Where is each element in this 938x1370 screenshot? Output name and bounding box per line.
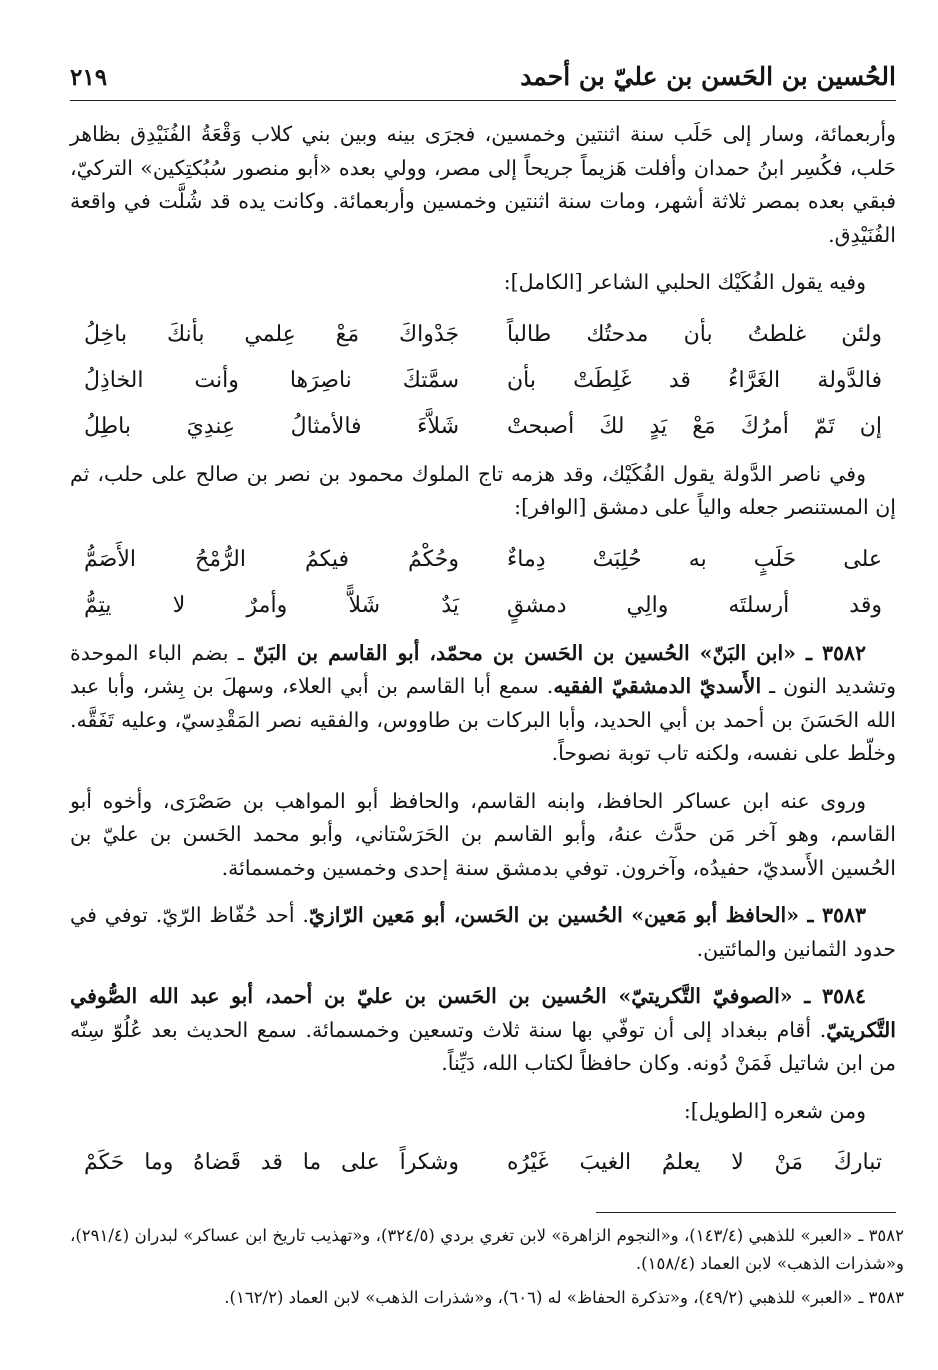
verse-second-hemistich: وحُكْمُ فيكمُ الرُّمْحُ الأَصَمُّ (84, 546, 460, 572)
entry-3584 (70, 980, 896, 1081)
verse-second-hemistich: سمَّتكَ ناصِرَها وأنت الخاذِلُ (84, 367, 460, 393)
verse-line (70, 406, 896, 448)
running-title: الحُسين بن الحَسن بن عليّ بن أحمد (520, 62, 896, 91)
entry-text: . سمع أبا القاسم بن أبي العلاء، وسهلَ بن بِشر، وأبا عبد الله الحَسَنَ بن أحمد بن أبي الحديد، وأبا البركات بن طاووس، والفقيه نصر المَقْدِسيّ، وعليه تَفَقَّه. وخلّط على نفسه، ولكنه تاب توبة نصوحاً. (70, 674, 896, 765)
verse-first-hemistich: على حَلَبٍ به حُلِبَتْ دِماءٌ (506, 546, 882, 572)
entry-3583 (70, 899, 896, 966)
paragraph: وروى عنه ابن عساكر الحافظ، وابنه القاسم، والحافظ أبو المواهب بن صَصْرَى، وأخوه أبو القاسم، وهو آخر مَن حدَّث عنهُ، وأبو القاسم بن الحَرَسْتاني، وأبو محمد الحَسن بن عليّ بن الحُسين الأَسديّ، حفيدُه، وآخرون. توفي بدمشق سنة إحدى وخمسين وخمسمائة. (70, 788, 896, 880)
verse-first-hemistich: تباركَ مَنْ لا يعلمُ الغيبَ غَيْرُه (506, 1150, 882, 1175)
footnote-3582 (70, 1222, 904, 1278)
footnote-text: «العبر» للذهبي (١٤٣/٤)، و«النجوم الزاهرة» لابن تغري بردي (٣٢٤/٥)، و«تهذيب تاريخ ابن عساكر» لبدران (٢٩١/٤)، و«شذرات الذهب» لابن العماد (١٥٨/٤). (70, 1226, 904, 1273)
verse-second-hemistich: شَلاَّءَ فالأمثالُ عِندِيَ باطِلُ (84, 413, 460, 439)
main-text (70, 118, 896, 1194)
verse-second-hemistich: جَدْواكَ مَعْ عِلمي بأنكَ باخِلُ (84, 321, 460, 347)
verse-line (70, 314, 896, 356)
paragraph: وفي ناصر الدَّولة يقول الفُكَيْك، وقد هزمه تاج الملوك محمود بن نصر بن صالح على حلب، ثم إن المستنصر جعله والياً على دمشق [الوافر]: (70, 461, 896, 519)
footnote-text: «العبر» للذهبي (٤٩/٢)، و«تذكرة الحفاظ» له (٦٠٦)، و«شذرات الذهب» لابن العماد (١٦٢/٢). (224, 1288, 853, 1307)
verse-line (70, 539, 896, 581)
entry-3582 (70, 637, 896, 771)
entry-heading: ٣٥٨٣ ـ «الحافظ أبو مَعين» الحُسين بن الحَسن، أبو مَعين الرّازيّ (308, 903, 866, 927)
paragraph: ومن شعره [الطويل]: (683, 1098, 866, 1123)
verse-first-hemistich: وقد أرسلتَه والِي دمشقٍ (506, 592, 882, 618)
poem-wafir (70, 539, 896, 627)
verse-second-hemistich: وشكراً على ما قد قَضاهُ وما حَكَمْ (84, 1150, 460, 1175)
entry-text: . أحد حُفّاظ الرّيّ. توفي في حدود الثمانين والمائتين. (70, 903, 896, 961)
footnotes (70, 1222, 904, 1318)
verse-line (70, 1142, 896, 1184)
verse-second-hemistich: يَدٌ شَلاًّ وأمرٌ لا يتِمُّ (84, 592, 460, 618)
footnote-divider (596, 1212, 896, 1213)
entry-heading: ٣٥٨٢ ـ «ابن البَنّ» الحُسين بن الحَسن بن محمّد، أبو القاسم بن البَنّ (253, 640, 866, 665)
paragraph: وفيه يقول الفُكَيْك الحلبي الشاعر [الكامل]: (503, 270, 866, 294)
entry-text: . أقام ببغداد إلى أن توفّي بها سنة ثلاث وتسعين وخمسمائة. سمع الحديث بعد عُلُوّ سِنّه من ابن شاتيل فَمَنْ دُونه. وكان حافظاً لكتاب الله، دَيِّناً. (70, 1017, 896, 1075)
entry-heading: الأَسديّ الدمشقيّ الفقيه (553, 674, 762, 698)
footnote-number: ٣٥٨٣ ـ (858, 1288, 904, 1307)
poem-kamil (70, 314, 896, 448)
entry-heading: ٣٥٨٤ ـ «الصوفيّ التَّكريتيّ» الحُسين بن الحَسن بن عليّ بن أحمد، أبو عبد الله الصُّوفي التَّكريتيّ (70, 984, 896, 1042)
verse-first-hemistich: إن تَمّ أمرُكَ مَعْ يَدٍ لكَ أصبحتْ (506, 413, 882, 439)
footnote-number: ٣٥٨٢ ـ (858, 1226, 905, 1245)
entry-text: ـ بضم الباء الموحدة وتشديد النون ـ (70, 640, 897, 698)
verse-line (70, 360, 896, 402)
verse-line (70, 585, 896, 627)
footnote-3583 (70, 1284, 904, 1312)
verse-first-hemistich: ولئن غلطتُ بأن مدحتُك طالباً (506, 321, 882, 347)
poem-tawil (70, 1142, 896, 1184)
page-number: ٢١٩ (70, 64, 108, 91)
paragraph: وأربعمائة، وسار إلى حَلَب سنة اثنتين وخمسين، فجرَى بينه وبين بني كلاب وَقْعَةُ الفُنَيْدِق بظاهر حَلب، فكُسِر ابنُ حمدان وأفلت هَزيماً جريحاً إلى مصر، وولي بعده «أبو منصور سُبُكتِكين» التركيّ، فبقي بعده بمصر ثلاثة أشهر، ومات سنة اثنتين وخمسين وأربعمائة. وكانت يده قد شُلَّت في واقعة الفُنَيْدِق. (70, 122, 896, 247)
page-header (70, 60, 896, 101)
verse-first-hemistich: فالدَّولة الغَرَّاءُ قد غَلِطَتْ بأن (506, 367, 882, 393)
